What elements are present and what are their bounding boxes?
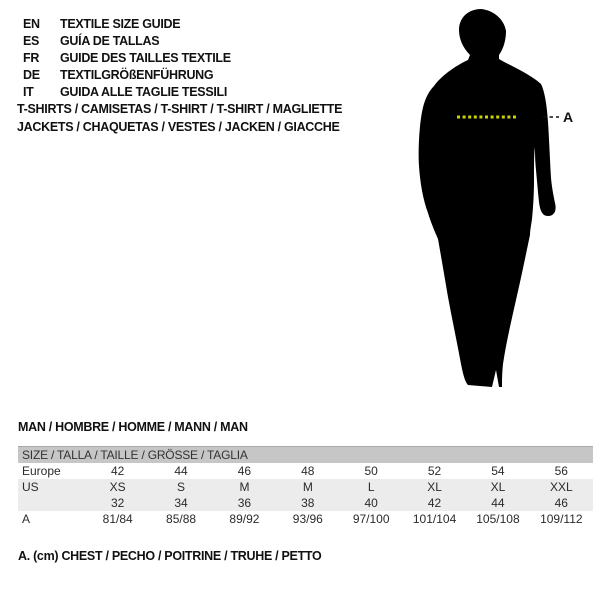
- chest-measure-footnote: A. (cm) CHEST / PECHO / POITRINE / TRUHE / PETTO: [18, 549, 322, 563]
- size-cell: 36: [237, 496, 252, 510]
- size-cell: 32: [111, 496, 125, 510]
- man-silhouette-shape: [419, 9, 556, 387]
- section-heading-man: MAN / HOMBRE / HOMME / MANN / MAN: [18, 420, 248, 434]
- size-cell: 52: [427, 464, 442, 478]
- row-label: A: [22, 512, 31, 526]
- language-guide-list: [23, 15, 231, 100]
- language-row-en: [23, 15, 231, 32]
- man-silhouette-figure: [408, 4, 593, 404]
- language-label: GUÍA DE TALLAS: [60, 33, 160, 48]
- language-row-fr: [23, 49, 231, 66]
- size-cell: 34: [174, 496, 188, 510]
- size-cell: 85/88: [166, 512, 197, 526]
- size-cell: 46: [554, 496, 568, 510]
- size-cell: 38: [301, 496, 315, 510]
- measure-label-a: A: [563, 109, 574, 125]
- size-cell: 56: [554, 464, 568, 478]
- table-row-europe: [18, 463, 593, 479]
- table-row-chest-a: [18, 511, 593, 527]
- table-row-us-numeric: [18, 495, 593, 511]
- row-label: Europe: [22, 464, 61, 478]
- language-label: GUIDA ALLE TAGLIE TESSILI: [60, 84, 228, 99]
- man-silhouette-svg: [408, 4, 593, 404]
- language-code: FR: [23, 50, 40, 65]
- size-cell: 42: [427, 496, 442, 510]
- size-cell: S: [177, 480, 186, 494]
- size-cell: 109/112: [540, 512, 583, 526]
- table-row-us: [18, 479, 593, 495]
- size-cell: 42: [111, 464, 125, 478]
- size-cell: 105/108: [476, 512, 520, 526]
- language-row-es: [23, 32, 231, 49]
- language-label: TEXTILE SIZE GUIDE: [60, 16, 181, 31]
- language-row-it: [23, 83, 231, 100]
- size-cell: 89/92: [229, 512, 260, 526]
- size-cell: XXL: [549, 480, 573, 494]
- size-cell: M: [239, 480, 250, 494]
- size-cell: XL: [490, 480, 506, 494]
- size-cell: 97/100: [352, 512, 390, 526]
- category-line-jackets: JACKETS / CHAQUETAS / VESTES / JACKEN / GIACCHE: [17, 120, 340, 134]
- language-label: GUIDE DES TAILLES TEXTILE: [60, 50, 231, 65]
- size-cell: 54: [491, 464, 505, 478]
- size-cell: 93/96: [292, 512, 323, 526]
- size-cell: 40: [364, 496, 378, 510]
- size-cell: 81/84: [102, 512, 133, 526]
- size-cell: 48: [301, 464, 315, 478]
- size-table: [18, 446, 593, 527]
- language-code: ES: [23, 33, 40, 48]
- language-code: DE: [23, 67, 40, 82]
- row-label: US: [22, 480, 39, 494]
- size-cell: M: [302, 480, 313, 494]
- language-row-de: [23, 66, 231, 83]
- size-table-header-label: SIZE / TALLA / TAILLE / GRÖSSE / TAGLIA: [22, 448, 248, 462]
- size-cell: XL: [427, 480, 442, 494]
- language-code: IT: [23, 84, 34, 99]
- size-cell: L: [367, 480, 375, 494]
- size-cell: 101/104: [412, 512, 457, 526]
- size-cell: 44: [491, 496, 505, 510]
- category-line-tshirts: T-SHIRTS / CAMISETAS / T-SHIRT / T-SHIRT / MAGLIETTE: [17, 102, 343, 116]
- size-cell: 46: [237, 464, 252, 478]
- language-label: TEXTILGRÖßENFÜHRUNG: [60, 67, 214, 82]
- language-code: EN: [23, 16, 40, 31]
- size-table-header: [18, 446, 593, 463]
- garment-categories: [17, 100, 342, 136]
- size-cell: 44: [174, 464, 188, 478]
- size-cell: 50: [364, 464, 378, 478]
- size-cell: XS: [109, 480, 126, 494]
